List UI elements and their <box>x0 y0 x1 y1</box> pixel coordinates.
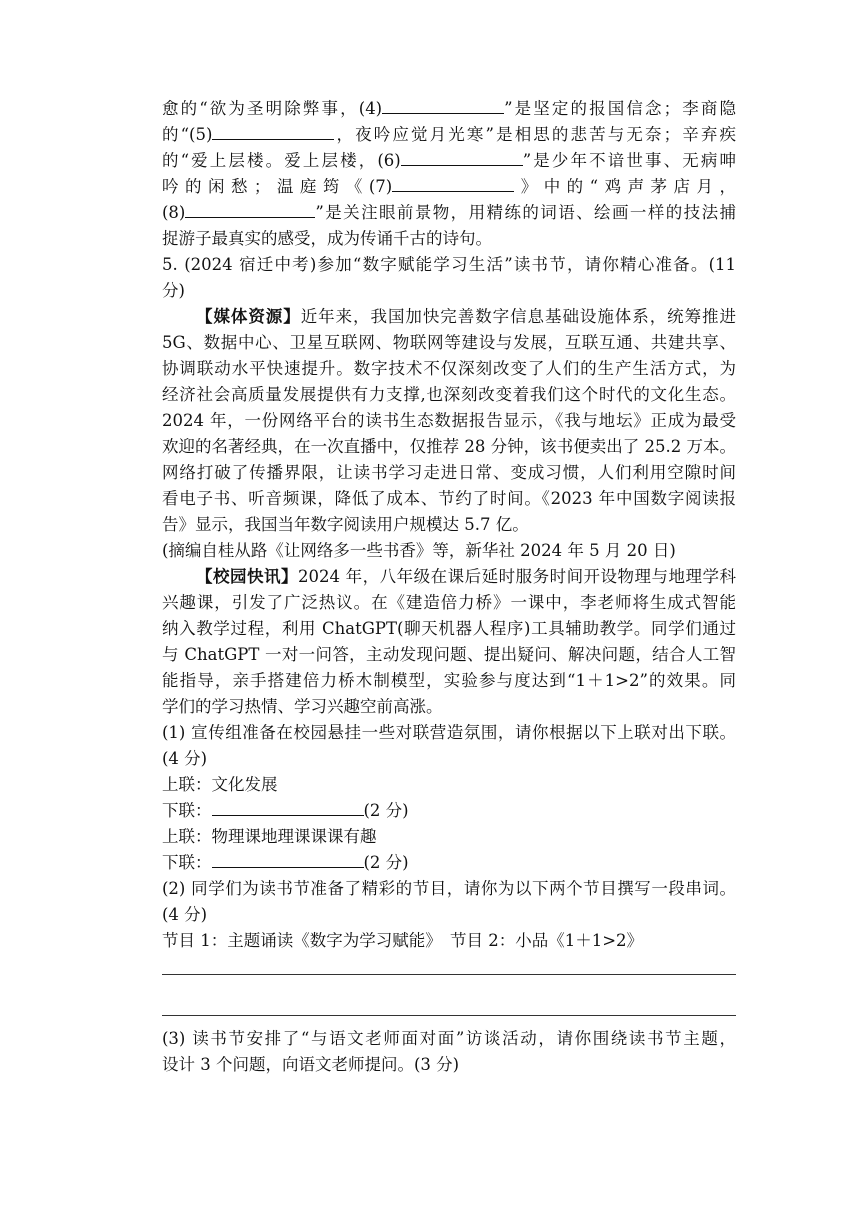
poem-line-4 <box>162 174 736 200</box>
score-label: (2 分) <box>363 853 409 872</box>
media-paragraph-line: 告》显示，我国当年数字阅读用户规模达 5.7 亿。 <box>162 515 529 534</box>
poem-text: ”是关注眼前景物，用精练的词语、绘画一样的技法捕 <box>315 203 736 222</box>
media-paragraph-line: 欢迎的名著经典，在一次直播中，仅推荐 28 分钟，该书便卖出了 25.2 万本。 <box>162 437 736 456</box>
campus-paragraph-line: 纳入教学过程，利用 ChatGPT(聊天机器人程序)工具辅助教学。同学们通过 <box>162 619 736 638</box>
subquestion-3: (3) 读书节安排了“与语文老师面对面”访谈活动，请你围绕读书节主题， <box>162 1029 736 1048</box>
media-paragraph-line: 5G、数据中心、卫星互联网、物联网等建设与发展，互联互通、共建共享、 <box>162 333 736 352</box>
couplet-answer-blank-2[interactable] <box>212 851 364 868</box>
poem-text: (8) <box>162 203 186 222</box>
answer-blank-7[interactable] <box>392 175 514 192</box>
poem-text: 》中的“鸡声茅店月， <box>514 177 737 196</box>
campus-paragraph-line: 能指导，亲手搭建倍力桥木制模型，实验参与度达到“1＋1>2”的效果。同 <box>162 671 736 690</box>
score-label: (2 分) <box>363 801 409 820</box>
answer-blank-4[interactable] <box>382 97 504 114</box>
poem-line-1 <box>162 96 736 122</box>
couplet-answer-blank-1[interactable] <box>212 799 364 816</box>
campus-paragraph-line: 兴趣课，引发了广泛热议。在《建造倍力桥》一课中，李老师将生成式智能 <box>162 593 736 612</box>
couplet-lower-label: 下联： <box>162 853 212 872</box>
couplet-lower-2 <box>162 850 736 876</box>
media-paragraph-line: 经济社会高质量发展提供有力支撑,也深刻改变着我们这个时代的文化生态。 <box>162 385 736 404</box>
subquestion-3-cont: 设计 3 个问题，向语文老师提问。(3 分) <box>162 1055 460 1074</box>
paragraph-text: 2024 年，八年级在课后延时服务时间开设物理与地理学科 <box>297 567 736 586</box>
couplet-upper-2: 上联：物理课地理课课课有趣 <box>162 827 377 846</box>
subquestion-2-score: (4 分) <box>162 905 208 924</box>
poem-text: ”是少年不谙世事、无病呻 <box>522 151 737 170</box>
question-5-header: 5. (2024 宿迁中考)参加“数字赋能学习生活”读书节，请你精心准备。(11 <box>162 255 736 274</box>
campus-paragraph-line-1 <box>162 564 736 590</box>
subquestion-2: (2) 同学们为读书节准备了精彩的节目，请你为以下两个节目撰写一段串词。 <box>162 879 736 898</box>
couplet-lower-label: 下联： <box>162 801 212 820</box>
media-paragraph-line: 网络打破了传播界限，让读书学习走进日常、变成习惯，人们利用空隙时间 <box>162 463 736 482</box>
poem-text: 的“爱上层楼。爱上层楼，(6) <box>162 151 401 170</box>
poem-text: ”是坚定的报国信念；李商隐 <box>504 99 736 118</box>
program-list: 节目 1：主题诵读《数字为学习赋能》 节目 2：小品《1＋1>2》 <box>162 931 644 950</box>
subquestion-1: (1) 宣传组准备在校园悬挂一些对联营造氛围，请你根据以下上联对出下联。 <box>162 723 736 742</box>
campus-title: 【校园快讯】 <box>196 567 298 586</box>
paragraph-text: 近年来，我国加快完善数字信息基础设施体系，统筹推进 <box>300 307 737 326</box>
media-paragraph-line: 协调联动水平快速提升。数字技术不仅深刻改变了人们的生产生活方式，为 <box>162 359 736 378</box>
media-paragraph-line-1 <box>162 304 736 330</box>
answer-blank-6[interactable] <box>401 149 523 166</box>
couplet-lower-1 <box>162 798 736 824</box>
subquestion-1-score: (4 分) <box>162 749 208 768</box>
campus-paragraph-line: 学们的学习热情、学习兴趣空前高涨。 <box>162 697 443 716</box>
poem-text: 吟的闲愁；温庭筠《(7) <box>162 177 393 196</box>
media-paragraph-line: 看电子书、听音频课，降低了成本、节约了时间。《2023 年中国数字阅读报 <box>162 489 736 508</box>
poem-line-3 <box>162 148 736 174</box>
media-paragraph-line: 2024 年，一份网络平台的读书生态数据报告显示，《我与地坛》正成为最受 <box>162 411 736 430</box>
answer-blank-5[interactable] <box>212 123 334 140</box>
couplet-upper-1: 上联：文化发展 <box>162 775 278 794</box>
media-title: 【媒体资源】 <box>196 307 301 326</box>
poem-line-5 <box>162 200 736 226</box>
question-5-header-cont: 分) <box>162 281 185 300</box>
poem-text: 的“(5) <box>162 125 213 144</box>
poem-text: ，夜吟应觉月光寒”是相思的悲苦与无奈；辛弃疾 <box>334 125 737 144</box>
campus-paragraph-line: 与 ChatGPT 一对一问答，主动发现问题、提出疑问、解决问题，结合人工智 <box>162 645 736 664</box>
media-source: (摘编自桂从路《让网络多一些书香》等，新华社 2024 年 5 月 20 日) <box>162 541 676 560</box>
answer-blank-8[interactable] <box>185 201 315 218</box>
poem-text: 愈的“欲为圣明除弊事，(4) <box>162 99 383 118</box>
poem-line-6: 捉游子最真实的感受，成为传诵千古的诗句。 <box>162 229 492 248</box>
poem-line-2 <box>162 122 736 148</box>
exam-page <box>162 96 736 1078</box>
